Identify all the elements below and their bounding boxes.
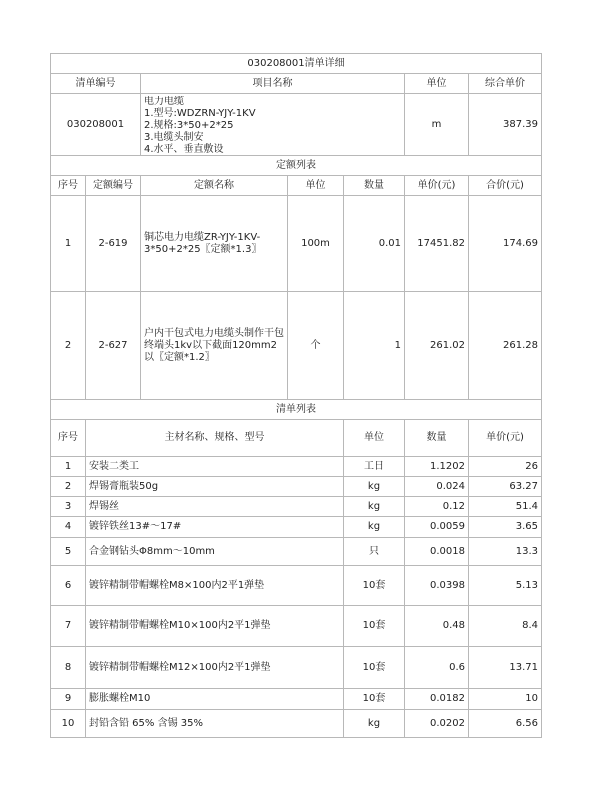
unit-price-header: 综合单价 (469, 74, 542, 94)
material-qty: 0.0018 (405, 538, 469, 566)
material-price: 26 (469, 457, 542, 477)
material-qty: 1.1202 (405, 457, 469, 477)
table-row (51, 689, 542, 710)
material-unit: 10套 (344, 606, 405, 647)
bill-detail-table (50, 53, 542, 738)
description-line: 3.电缆头制安 (144, 131, 204, 143)
material-unit: kg (344, 497, 405, 517)
table-row (51, 477, 542, 497)
material-unit: kg (344, 517, 405, 538)
quota-price: 17451.82 (405, 196, 469, 292)
material-unit: 只 (344, 538, 405, 566)
material-qty: 0.6 (405, 647, 469, 689)
material-price: 13.71 (469, 647, 542, 689)
material-no: 3 (51, 497, 86, 517)
quota-col-header: 序号 (51, 176, 86, 196)
quota-code: 2-619 (86, 196, 141, 292)
material-no: 9 (51, 689, 86, 710)
material-qty: 0.48 (405, 606, 469, 647)
material-name: 膨胀螺栓M10 (86, 689, 344, 710)
description-line: 1.型号:WDZRN-YJY-1KV (144, 107, 256, 119)
material-price: 10 (469, 689, 542, 710)
table-row (51, 647, 542, 689)
material-unit: 10套 (344, 689, 405, 710)
material-price: 63.27 (469, 477, 542, 497)
table-row (51, 538, 542, 566)
item-unit-price: 387.39 (469, 94, 542, 156)
quota-col-header: 单位 (288, 176, 344, 196)
quota-col-header: 数量 (344, 176, 405, 196)
quota-price: 261.02 (405, 292, 469, 400)
table-row (51, 457, 542, 477)
quota-no: 1 (51, 196, 86, 292)
bill-code: 030208001 (51, 94, 141, 156)
material-qty: 0.0398 (405, 566, 469, 606)
quota-unit: 个 (288, 292, 344, 400)
item-name-header: 项目名称 (141, 74, 405, 94)
material-col-header: 数量 (405, 420, 469, 457)
material-no: 4 (51, 517, 86, 538)
material-no: 2 (51, 477, 86, 497)
quota-col-header: 定额名称 (141, 176, 288, 196)
material-no: 6 (51, 566, 86, 606)
table-row (51, 606, 542, 647)
table-title: 030208001清单详细 (51, 54, 542, 74)
material-qty: 0.0202 (405, 710, 469, 738)
material-name: 镀锌精制带帽螺栓M10×100内2平1弹垫 (86, 606, 344, 647)
material-col-header: 单价(元) (469, 420, 542, 457)
material-no: 5 (51, 538, 86, 566)
material-unit: kg (344, 477, 405, 497)
quota-row (51, 292, 542, 400)
material-price: 51.4 (469, 497, 542, 517)
material-name: 镀锌精制带帽螺栓M12×100内2平1弹垫 (86, 647, 344, 689)
quota-col-header: 合价(元) (469, 176, 542, 196)
table-row (51, 710, 542, 738)
material-no: 10 (51, 710, 86, 738)
material-qty: 0.0059 (405, 517, 469, 538)
material-price: 8.4 (469, 606, 542, 647)
quota-col-header: 单价(元) (405, 176, 469, 196)
item-description (141, 94, 405, 156)
quota-unit: 100m (288, 196, 344, 292)
material-unit: kg (344, 710, 405, 738)
material-name: 封铅含铅 65% 含锡 35% (86, 710, 344, 738)
material-price: 13.3 (469, 538, 542, 566)
quota-qty: 1 (344, 292, 405, 400)
material-section-title: 清单列表 (51, 400, 542, 420)
material-name: 镀锌精制带帽螺栓M8×100内2平1弹垫 (86, 566, 344, 606)
material-name: 安装二类工 (86, 457, 344, 477)
material-no: 8 (51, 647, 86, 689)
quota-name: 户内干包式电力电缆头制作干包终端头1kv以下截面120mm2以〖定额*1.2〗 (141, 292, 288, 400)
material-col-header: 单位 (344, 420, 405, 457)
material-name: 焊锡丝 (86, 497, 344, 517)
material-no: 1 (51, 457, 86, 477)
quota-col-header: 定额编号 (86, 176, 141, 196)
material-col-header: 序号 (51, 420, 86, 457)
material-qty: 0.024 (405, 477, 469, 497)
material-price: 6.56 (469, 710, 542, 738)
bill-code-header: 清单编号 (51, 74, 141, 94)
quota-total: 261.28 (469, 292, 542, 400)
material-name: 镀锌铁丝13#～17# (86, 517, 344, 538)
quota-total: 174.69 (469, 196, 542, 292)
material-col-header: 主材名称、规格、型号 (86, 420, 344, 457)
description-line: 电力电缆 (144, 95, 184, 107)
material-name: 合金钢钻头Φ8mm～10mm (86, 538, 344, 566)
table-row (51, 517, 542, 538)
material-price: 5.13 (469, 566, 542, 606)
unit-header: 单位 (405, 74, 469, 94)
material-name: 焊锡膏瓶装50g (86, 477, 344, 497)
material-unit: 工日 (344, 457, 405, 477)
item-unit: m (405, 94, 469, 156)
quota-name: 铜芯电力电缆ZR-YJY-1KV-3*50+2*25〖定额*1.3〗 (141, 196, 288, 292)
material-unit: 10套 (344, 647, 405, 689)
description-line: 2.规格:3*50+2*25 (144, 119, 234, 131)
material-no: 7 (51, 606, 86, 647)
quota-code: 2-627 (86, 292, 141, 400)
material-qty: 0.12 (405, 497, 469, 517)
quota-section-title: 定额列表 (51, 156, 542, 176)
quota-qty: 0.01 (344, 196, 405, 292)
quota-no: 2 (51, 292, 86, 400)
description-line: 4.水平、垂直敷设 (144, 143, 224, 154)
material-qty: 0.0182 (405, 689, 469, 710)
quota-row (51, 196, 542, 292)
table-row (51, 566, 542, 606)
table-row (51, 497, 542, 517)
material-price: 3.65 (469, 517, 542, 538)
material-unit: 10套 (344, 566, 405, 606)
material-rows (51, 457, 542, 738)
